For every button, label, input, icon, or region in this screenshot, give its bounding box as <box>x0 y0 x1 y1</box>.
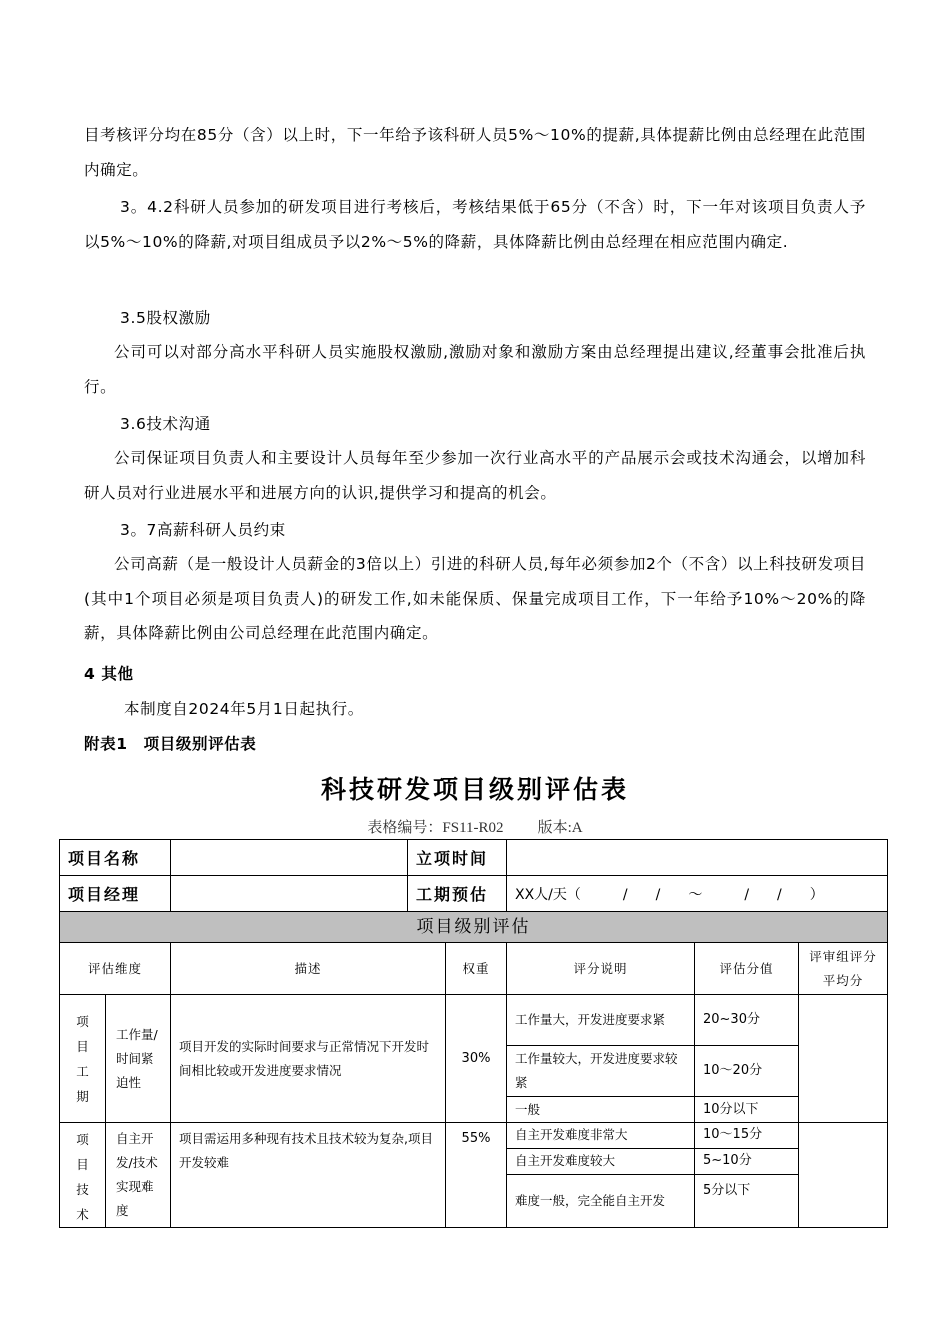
weight-schedule: 30% <box>446 995 507 1123</box>
table-row <box>60 995 888 1046</box>
heading-3-7: 3。7高薪科研人员约束 <box>120 521 286 539</box>
heading-3-5: 3.5股权激励 <box>120 309 211 327</box>
duration-value[interactable]: XX人/天（ / / ～ / / ） <box>507 876 888 912</box>
start-time-label: 立项时间 <box>408 840 507 876</box>
header-score: 评估分值 <box>695 943 799 995</box>
paragraph-tech-communication: 公司保证项目负责人和主要设计人员每年至少参加一次行业高水平的产品展示会或技术沟通会，以增加科研人员对行业进展水平和进展方向的认识,提供学习和提高的机会。 <box>84 449 866 502</box>
header-dimension: 评估维度 <box>60 943 171 995</box>
description-technology: 项目需运用多种现有技术且技术较为复杂,项目开发较难 <box>171 1123 446 1228</box>
criteria-text: 一般 <box>507 1097 695 1123</box>
weight-technology: 55% <box>446 1123 507 1228</box>
form-title: 科技研发项目级别评估表 <box>320 775 629 804</box>
paragraph-equity-incentive: 公司可以对部分高水平科研人员实施股权激励,激励对象和激励方案由总经理提出建议,经董事会批准后执行。 <box>84 343 866 396</box>
criteria-score: 20~30分 <box>695 995 799 1046</box>
project-name-label: 项目名称 <box>60 840 171 876</box>
criteria-text: 工作量大，开发进度要求紧 <box>507 995 695 1046</box>
project-info-table <box>59 839 888 912</box>
criteria-text: 自主开发难度较大 <box>507 1148 695 1174</box>
criteria-score: 5分以下 <box>695 1174 799 1227</box>
criteria-score: 5~10分 <box>695 1148 799 1174</box>
criteria-text: 工作量较大，开发进度要求较紧 <box>507 1046 695 1097</box>
manager-label: 项目经理 <box>60 876 171 912</box>
sub-dimension-technology: 自主开发/技术实现难度 <box>106 1123 171 1228</box>
header-description: 描述 <box>171 943 446 995</box>
duration-label: 工期预估 <box>408 876 507 912</box>
manager-value[interactable] <box>171 876 408 912</box>
appendix-title: 附表1 项目级别评估表 <box>84 735 257 753</box>
evaluation-table <box>59 911 888 1228</box>
sub-dimension-schedule: 工作量/时间紧迫性 <box>106 995 171 1123</box>
criteria-text: 自主开发难度非常大 <box>507 1123 695 1149</box>
dimension-schedule: 项目工期 <box>60 995 106 1123</box>
criteria-score: 10分以下 <box>695 1097 799 1123</box>
criteria-score: 10～20分 <box>695 1046 799 1097</box>
header-review-average: 评审组评分平均分 <box>799 943 888 995</box>
criteria-score: 10～15分 <box>695 1123 799 1149</box>
header-weight: 权重 <box>446 943 507 995</box>
paragraph-salary-decrease: 3。4.2科研人员参加的研发项目进行考核后，考核结果低于65分（不含）时，下一年对该项目负责人予以5%～10%的降薪,对项目组成员予以2%～5%的降薪，具体降薪比例由总经理在相应范围内确定. <box>84 198 866 251</box>
header-criteria: 评分说明 <box>507 943 695 995</box>
form-meta <box>0 816 950 837</box>
paragraph-high-salary-constraint: 公司高薪（是一般设计人员薪金的3倍以上）引进的科研人员,每年必须参加2个（不含）以上科技研发项目(其中1个项目必须是项目负责人)的研发工作,如未能保质、保量完成项目工作，下一年给予10%～20%的降薪，具体降薪比例由公司总经理在此范围内确定。 <box>84 555 866 642</box>
paragraph-salary-increase: 目考核评分均在85分（含）以上时，下一年给予该科研人员5%～10%的提薪,具体提薪比例由总经理在此范围内确定。 <box>84 126 866 179</box>
form-version: 版本:A <box>537 820 583 836</box>
heading-3-6: 3.6技术沟通 <box>120 415 211 433</box>
review-score-schedule[interactable] <box>799 995 888 1123</box>
section-title: 项目级别评估 <box>60 912 888 943</box>
description-schedule: 项目开发的实际时间要求与正常情况下开发时间相比较或开发进度要求情况 <box>171 995 446 1123</box>
start-time-value[interactable] <box>507 840 888 876</box>
review-score-technology[interactable] <box>799 1123 888 1228</box>
table-row <box>60 1123 888 1149</box>
paragraph-effective-date: 本制度自2024年5月1日起执行。 <box>124 700 364 718</box>
dimension-technology: 项目技术 <box>60 1123 106 1228</box>
form-code: 表格编号：FS11-R02 <box>367 820 504 836</box>
criteria-text: 难度一般，完全能自主开发 <box>507 1174 695 1227</box>
project-name-value[interactable] <box>171 840 408 876</box>
heading-4-other: 4 其他 <box>84 665 134 683</box>
